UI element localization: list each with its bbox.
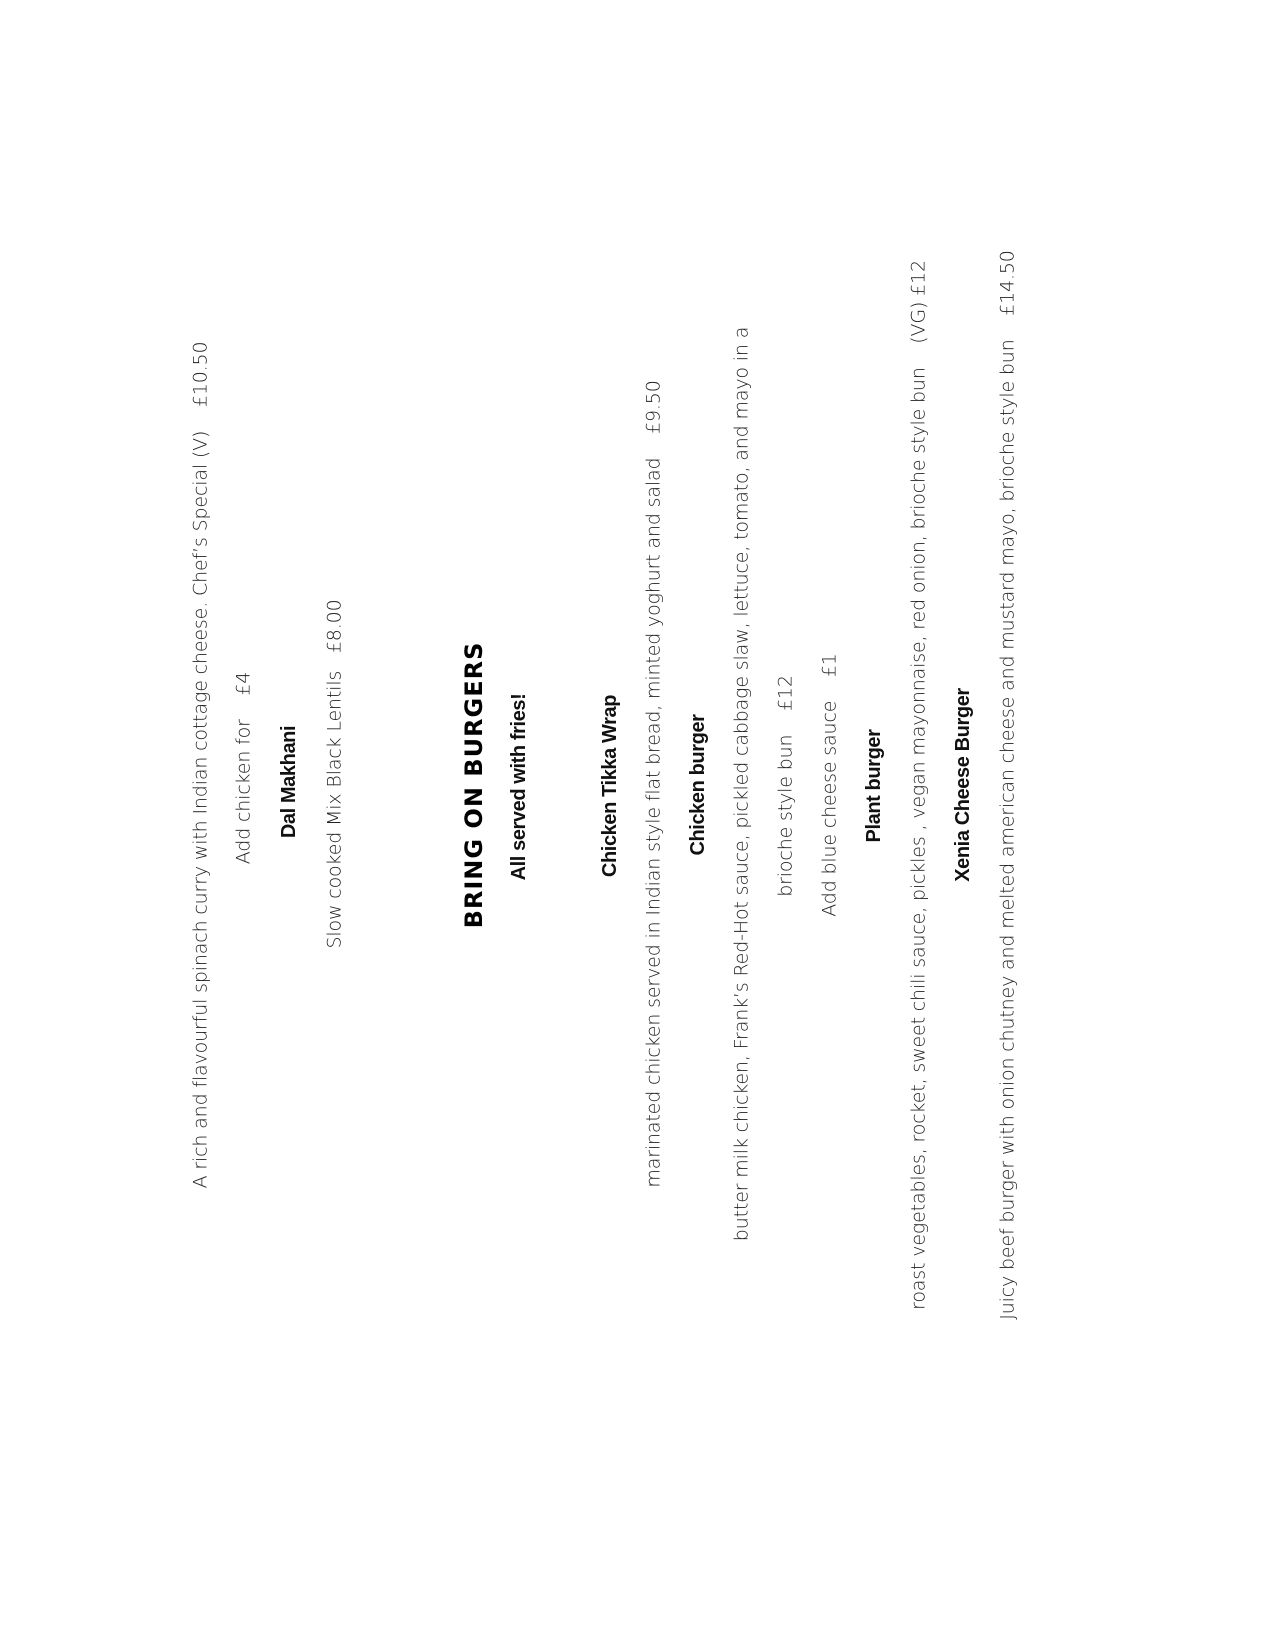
chicken-burger-description-line2: brioche style bun £12 [774,675,797,897]
plant-burger-description: roast vegetables, rocket, sweet chili sauce, pickles , vegan mayonnaise, red onion, brioche style bun (VG) £12 [907,260,930,1310]
plant-burger-title: Plant burger [863,729,885,843]
xenia-cheese-burger-title: Xenia Cheese Burger [952,688,974,882]
burgers-section-subheading: All served with fries! [508,693,530,881]
chicken-burger-description-line1: butter milk chicken, Frank’s Red-Hot sauce, pickled cabbage slaw, lettuce, tomato, and mayo in a [730,326,753,1242]
dal-makhani-description: Slow cooked Mix Black Lentils £8.00 [323,599,346,949]
burgers-section-heading: BRING ON BURGERS [460,641,488,929]
spinach-curry-add-chicken: Add chicken for £4 [232,671,255,865]
chicken-tikka-wrap-title: Chicken Tikka Wrap [599,694,621,878]
dal-makhani-title: Dal Makhani [278,725,300,839]
xenia-cheese-burger-description: Juicy beef burger with onion chutney and melted american cheese and mustard mayo, brioche style bun £14.50 [996,250,1019,1320]
chicken-tikka-wrap-description: marinated chicken served in Indian style flat bread, minted yoghurt and salad £9.50 [642,380,665,1188]
chicken-burger-add-blue-cheese: Add blue cheese sauce £1 [818,653,841,917]
spinach-curry-description: A rich and flavourful spinach curry with Indian cottage cheese. Chef’s Special (V) £10.50 [189,341,212,1189]
chicken-burger-title: Chicken burger [687,714,709,856]
